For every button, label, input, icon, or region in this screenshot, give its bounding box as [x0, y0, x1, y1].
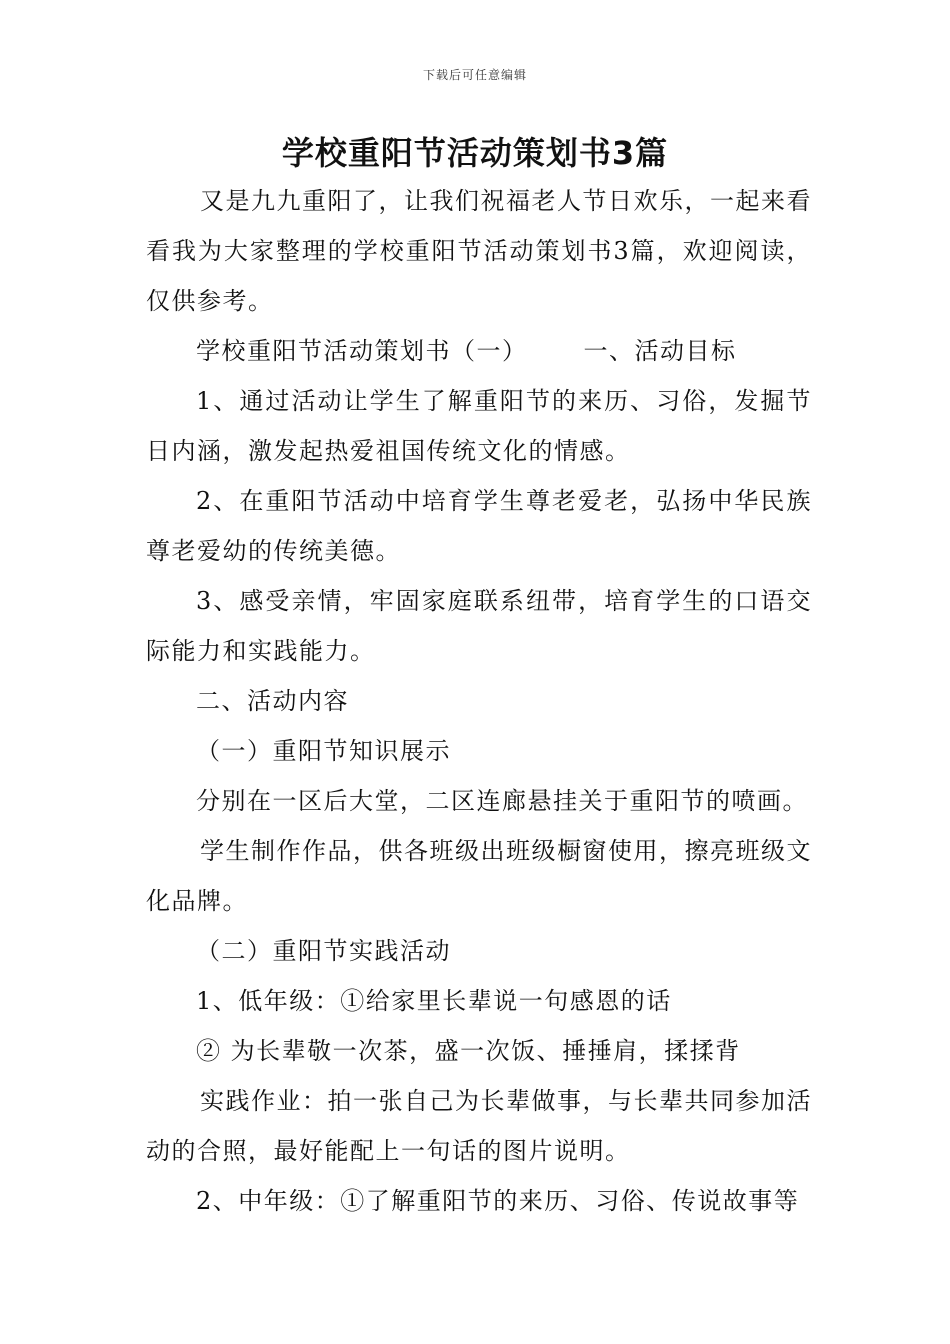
section-heading-line: [146, 326, 812, 376]
low-grade-item-2: ② 为长辈敬一次茶，盛一次饭、捶捶肩，揉揉背: [196, 1037, 741, 1065]
goal-1-paragraph: 1、通过活动让学生了解重阳节的来历、习俗，发掘节日内涵，激发起热爱祖国传统文化的情感。: [146, 387, 812, 465]
header-note: 下载后可任意编辑: [422, 68, 527, 82]
intro-paragraph: 又是九九重阳了，让我们祝福老人节日欢乐，一起来看看我为大家整理的学校重阳节活动策划书3篇，欢迎阅读，仅供参考。: [146, 187, 812, 315]
section1-heading: 学校重阳节活动策划书（一）: [196, 337, 528, 365]
sub1-paragraph-1: 分别在一区后大堂，二区连廊悬挂关于重阳节的喷画。: [196, 787, 808, 815]
document-body: [146, 176, 812, 1226]
sub2-heading: （二）重阳节实践活动: [196, 937, 451, 965]
goal-heading: 一、活动目标: [583, 337, 737, 365]
sub1-heading: （一）重阳节知识展示: [196, 737, 451, 765]
document-title: 学校重阳节活动策划书3篇: [281, 134, 669, 172]
mid-grade-item-1: 2、中年级：①了解重阳节的来历、习俗、传说故事等: [196, 1187, 800, 1215]
low-grade-item-1: 1、低年级：①给家里长辈说一句感恩的话: [196, 987, 672, 1015]
sub1-paragraph-2: 学生制作作品，供各班级出班级橱窗使用，擦亮班级文化品牌。: [146, 837, 812, 915]
practice-paragraph: 实践作业：拍一张自己为长辈做事，与长辈共同参加活动的合照，最好能配上一句话的图片说明。: [146, 1087, 812, 1165]
goal-3-paragraph: 3、感受亲情，牢固家庭联系纽带，培育学生的口语交际能力和实践能力。: [146, 587, 812, 665]
content-heading: 二、活动内容: [196, 687, 349, 715]
goal-2-paragraph: 2、在重阳节活动中培育学生尊老爱老，弘扬中华民族尊老爱幼的传统美德。: [146, 487, 812, 565]
